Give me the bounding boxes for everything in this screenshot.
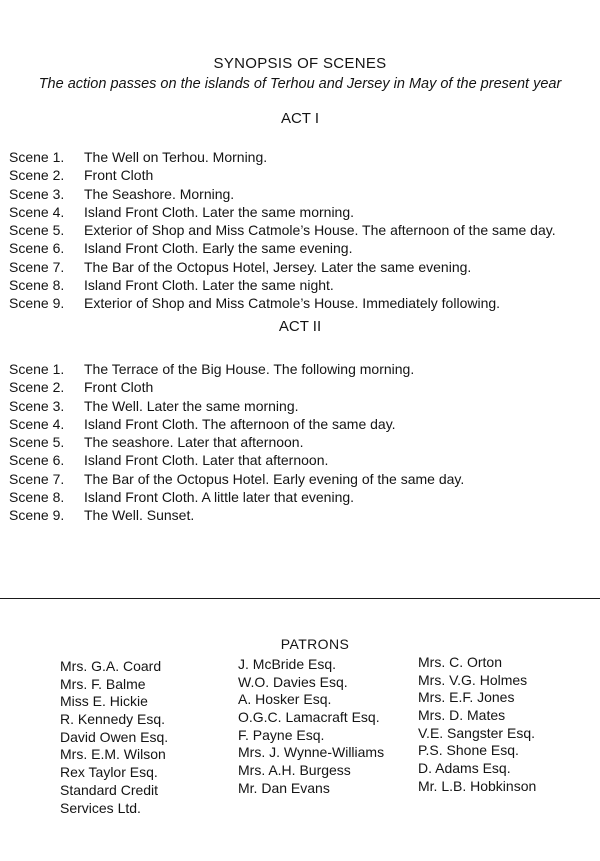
patron-name: Mrs. E.F. Jones bbox=[418, 689, 515, 706]
scene-description: The Terrace of the Big House. The following morning. bbox=[84, 361, 415, 377]
scene-number: Scene 6. bbox=[9, 240, 65, 257]
patrons-column-3 bbox=[418, 654, 536, 796]
act-2-scene-list bbox=[0, 361, 600, 525]
act-1-heading: ACT I bbox=[280, 110, 320, 127]
scene-row bbox=[0, 295, 600, 313]
scene-description: The Well. Later the same morning. bbox=[84, 397, 299, 414]
patron-name: A. Hosker Esq. bbox=[238, 691, 332, 708]
scene-row bbox=[0, 277, 600, 295]
scene-number: Scene 1. bbox=[9, 361, 65, 377]
section-divider bbox=[0, 598, 600, 599]
scene-number: Scene 7. bbox=[9, 470, 65, 487]
patron-name: Mrs. E.M. Wilson bbox=[60, 746, 166, 763]
scene-row bbox=[0, 416, 600, 434]
patron-name: Mrs. G.A. Coard bbox=[60, 658, 162, 674]
scene-row bbox=[0, 149, 600, 167]
scene-number: Scene 5. bbox=[9, 434, 65, 450]
scene-number: Scene 2. bbox=[9, 167, 65, 184]
scene-row bbox=[0, 434, 600, 452]
act-1-scene-list bbox=[0, 149, 600, 313]
scene-number: Scene 9. bbox=[9, 295, 65, 311]
patron-name: O.G.C. Lamacraft Esq. bbox=[238, 709, 380, 726]
patron-name: P.S. Shone Esq. bbox=[418, 742, 519, 759]
scene-description: Exterior of Shop and Miss Catmole’s House. Immediately following. bbox=[84, 295, 501, 311]
scene-number: Scene 3. bbox=[9, 185, 65, 202]
patron-name: R. Kennedy Esq. bbox=[60, 711, 166, 728]
patron-name: Mr. L.B. Hobkinson bbox=[418, 777, 537, 794]
scene-row bbox=[0, 398, 600, 416]
patron-name: David Owen Esq. bbox=[60, 728, 169, 745]
act-2-heading: ACT II bbox=[278, 318, 322, 335]
scene-description: The Well on Terhou. Morning. bbox=[84, 149, 268, 165]
scene-row bbox=[0, 379, 600, 397]
scene-row bbox=[0, 361, 600, 379]
scene-description: The Seashore. Morning. bbox=[84, 185, 235, 202]
scene-row bbox=[0, 259, 600, 277]
scene-row bbox=[0, 240, 600, 258]
patron-name: F. Payne Esq. bbox=[238, 726, 325, 743]
scene-description: The Well. Sunset. bbox=[84, 507, 195, 523]
scene-number: Scene 2. bbox=[9, 379, 65, 396]
patrons-heading: PATRONS bbox=[280, 636, 350, 652]
scene-description: The Bar of the Octopus Hotel, Jersey. Later the same evening. bbox=[84, 258, 472, 275]
scene-row bbox=[0, 204, 600, 222]
scene-number: Scene 8. bbox=[9, 488, 65, 505]
patron-name: V.E. Sangster Esq. bbox=[418, 724, 535, 741]
scene-description: Island Front Cloth. Early the same evening. bbox=[84, 240, 353, 257]
patron-name: Mrs. F. Balme bbox=[60, 675, 146, 692]
patron-name: Standard Credit bbox=[60, 781, 159, 798]
scene-row bbox=[0, 186, 600, 204]
scene-row bbox=[0, 452, 600, 470]
scene-number: Scene 8. bbox=[9, 276, 65, 293]
scene-description: Island Front Cloth. The afternoon of the same day. bbox=[84, 415, 396, 432]
patron-name: Mrs. D. Mates bbox=[418, 707, 506, 724]
scene-number: Scene 9. bbox=[9, 507, 65, 523]
scene-description: The seashore. Later that afternoon. bbox=[84, 434, 304, 450]
scene-description: Exterior of Shop and Miss Catmole’s House. The afternoon of the same day. bbox=[84, 222, 556, 238]
patron-name: Rex Taylor Esq. bbox=[60, 764, 158, 781]
patron-name: Services Ltd. bbox=[60, 799, 141, 816]
scene-number: Scene 6. bbox=[9, 452, 65, 469]
scene-row bbox=[0, 167, 600, 185]
patrons-column-1 bbox=[60, 658, 168, 817]
scene-description: Island Front Cloth. A little later that evening. bbox=[84, 488, 355, 505]
scene-row bbox=[0, 489, 600, 507]
scene-number: Scene 4. bbox=[9, 203, 65, 220]
patron-name: Mrs. V.G. Holmes bbox=[418, 671, 528, 688]
scene-number: Scene 3. bbox=[9, 397, 65, 414]
patron-name: Mrs. C. Orton bbox=[418, 654, 503, 670]
scene-number: Scene 5. bbox=[9, 222, 65, 238]
scene-description: Island Front Cloth. Later the same morning. bbox=[84, 203, 355, 220]
scene-description: The Bar of the Octopus Hotel. Early evening of the same day. bbox=[84, 470, 465, 487]
patron-name: Mr. Dan Evans bbox=[238, 779, 330, 796]
scene-description: Front Cloth bbox=[84, 167, 154, 184]
patrons-column-2 bbox=[238, 656, 384, 798]
patron-name: Mrs. A.H. Burgess bbox=[238, 762, 351, 779]
scene-number: Scene 1. bbox=[9, 149, 65, 165]
patron-name: D. Adams Esq. bbox=[418, 760, 511, 777]
patron-name: Miss E. Hickie bbox=[60, 693, 148, 710]
scene-number: Scene 4. bbox=[9, 415, 65, 432]
scene-row bbox=[0, 222, 600, 240]
scene-row bbox=[0, 471, 600, 489]
scene-number: Scene 7. bbox=[9, 258, 65, 275]
synopsis-subtitle: The action passes on the islands of Terhou and Jersey in May of the present year bbox=[38, 76, 562, 92]
scene-description: Front Cloth bbox=[84, 379, 154, 396]
patron-name: Mrs. J. Wynne-Williams bbox=[238, 744, 385, 761]
scene-description: Island Front Cloth. Later that afternoon. bbox=[84, 452, 329, 469]
synopsis-title: SYNOPSIS OF SCENES bbox=[213, 55, 387, 72]
scene-row bbox=[0, 507, 600, 525]
patron-name: W.O. Davies Esq. bbox=[238, 673, 348, 690]
scene-description: Island Front Cloth. Later the same night. bbox=[84, 276, 334, 293]
patron-name: J. McBride Esq. bbox=[238, 656, 337, 672]
